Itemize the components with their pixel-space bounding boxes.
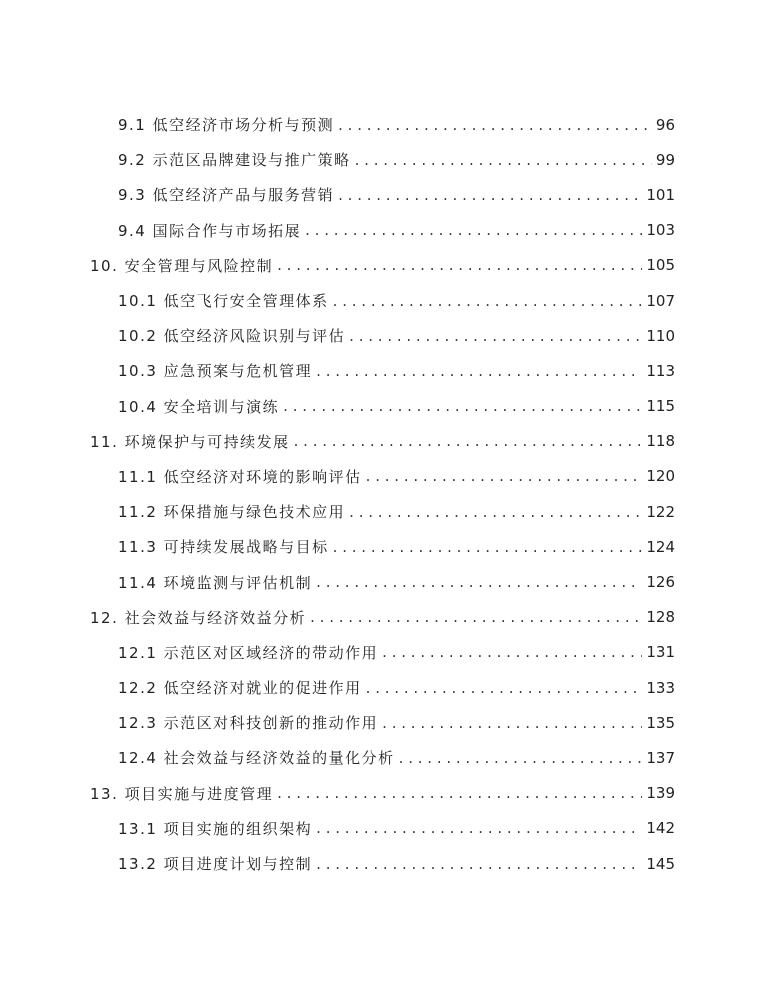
toc-section-title: 12. 社会效益与经济效益分析 [90, 607, 310, 628]
dot-leader [355, 151, 652, 169]
toc-entry-page-number: 135 [646, 713, 675, 732]
toc-entry-11[interactable] [0, 424, 765, 459]
dot-leader [277, 256, 642, 274]
toc-entry-page-number: 120 [646, 467, 675, 486]
toc-entry-title: 12.1 示范区对区域经济的带动作用 [118, 642, 382, 663]
toc-entry-12-3[interactable] [0, 705, 765, 740]
dot-leader [366, 679, 643, 697]
dot-leader [283, 397, 642, 415]
dot-leader [338, 116, 652, 134]
toc-entry-page-number: 128 [646, 608, 675, 627]
toc-entry-page-number: 118 [646, 432, 675, 451]
toc-entry-title: 11.3 可持续发展战略与目标 [118, 536, 333, 557]
toc-entry-11-1[interactable] [0, 459, 765, 494]
toc-entry-13-1[interactable] [0, 811, 765, 846]
dot-leader [382, 643, 642, 661]
toc-entry-page-number: 137 [646, 748, 675, 767]
toc-entry-title: 10.2 低空经济风险识别与评估 [118, 325, 349, 346]
toc-entry-page-number: 105 [646, 256, 675, 275]
toc-entry-page-number: 131 [646, 643, 675, 662]
toc-entry-title: 13.1 项目实施的组织架构 [118, 818, 316, 839]
dot-leader [316, 855, 642, 873]
toc-entry-10-1[interactable] [0, 283, 765, 318]
toc-entry-page-number: 133 [646, 678, 675, 697]
dot-leader [399, 749, 643, 767]
toc-entry-page-number: 96 [655, 115, 675, 134]
dot-leader [338, 186, 642, 204]
toc-entry-11-3[interactable] [0, 529, 765, 564]
toc-entry-page-number: 124 [646, 537, 675, 556]
toc-entry-page-number: 142 [646, 819, 675, 838]
toc-entry-12-2[interactable] [0, 670, 765, 705]
toc-entry-10-2[interactable] [0, 318, 765, 353]
dot-leader [316, 362, 642, 380]
toc-entry-13[interactable] [0, 776, 765, 811]
toc-entry-title: 11.2 环保措施与绿色技术应用 [118, 501, 349, 522]
toc-entry-title: 10.3 应急预案与危机管理 [118, 360, 316, 381]
toc-entry-12[interactable] [0, 600, 765, 635]
toc-entry-10-3[interactable] [0, 353, 765, 388]
toc-entry-title: 11.4 环境监测与评估机制 [118, 572, 316, 593]
toc-section-title: 10. 安全管理与风险控制 [90, 255, 277, 276]
dot-leader [305, 221, 642, 239]
toc-entry-page-number: 110 [646, 326, 675, 345]
toc-entry-page-number: 115 [646, 397, 675, 416]
toc-entry-page-number: 101 [646, 185, 675, 204]
toc-entry-title: 9.1 低空经济市场分析与预测 [118, 114, 338, 135]
toc-entry-12-1[interactable] [0, 635, 765, 670]
toc-section-title: 13. 项目实施与进度管理 [90, 783, 277, 804]
toc-entry-page-number: 126 [646, 573, 675, 592]
toc-entry-9-4[interactable] [0, 213, 765, 248]
dot-leader [310, 608, 642, 626]
dot-leader [349, 327, 642, 345]
toc-entry-page-number: 145 [646, 854, 675, 873]
toc-entry-page-number: 122 [646, 502, 675, 521]
dot-leader [366, 467, 643, 485]
toc-entry-title: 9.3 低空经济产品与服务营销 [118, 184, 338, 205]
dot-leader [316, 573, 642, 591]
dot-leader [294, 432, 643, 450]
toc-entry-page-number: 139 [646, 784, 675, 803]
toc-entry-title: 13.2 项目进度计划与控制 [118, 853, 316, 874]
toc-entry-10-4[interactable] [0, 389, 765, 424]
dot-leader [333, 538, 643, 556]
toc-entry-page-number: 99 [655, 150, 675, 169]
dot-leader [316, 819, 642, 837]
toc-section-title: 11. 环境保护与可持续发展 [90, 431, 294, 452]
toc-entry-title: 12.2 低空经济对就业的促进作用 [118, 677, 366, 698]
toc-entry-11-4[interactable] [0, 564, 765, 599]
toc-entry-page-number: 113 [646, 361, 675, 380]
dot-leader [349, 503, 642, 521]
dot-leader [382, 714, 642, 732]
toc-entry-12-4[interactable] [0, 740, 765, 775]
toc-entry-9-1[interactable] [0, 107, 765, 142]
toc-entry-title: 12.4 社会效益与经济效益的量化分析 [118, 747, 399, 768]
toc-entry-page-number: 103 [646, 221, 675, 240]
dot-leader [277, 784, 642, 802]
toc-entry-11-2[interactable] [0, 494, 765, 529]
toc-entry-title: 9.2 示范区品牌建设与推广策略 [118, 149, 355, 170]
dot-leader [333, 292, 643, 310]
toc-entry-title: 10.1 低空飞行安全管理体系 [118, 290, 333, 311]
toc-entry-9-3[interactable] [0, 177, 765, 212]
toc-entry-9-2[interactable] [0, 142, 765, 177]
toc-entry-page-number: 107 [646, 291, 675, 310]
toc-entry-title: 12.3 示范区对科技创新的推动作用 [118, 712, 382, 733]
toc-entry-13-2[interactable] [0, 846, 765, 881]
toc-entry-title: 9.4 国际合作与市场拓展 [118, 220, 305, 241]
table-of-contents [0, 107, 765, 881]
toc-entry-title: 11.1 低空经济对环境的影响评估 [118, 466, 366, 487]
toc-entry-title: 10.4 安全培训与演练 [118, 396, 283, 417]
toc-entry-10[interactable] [0, 248, 765, 283]
